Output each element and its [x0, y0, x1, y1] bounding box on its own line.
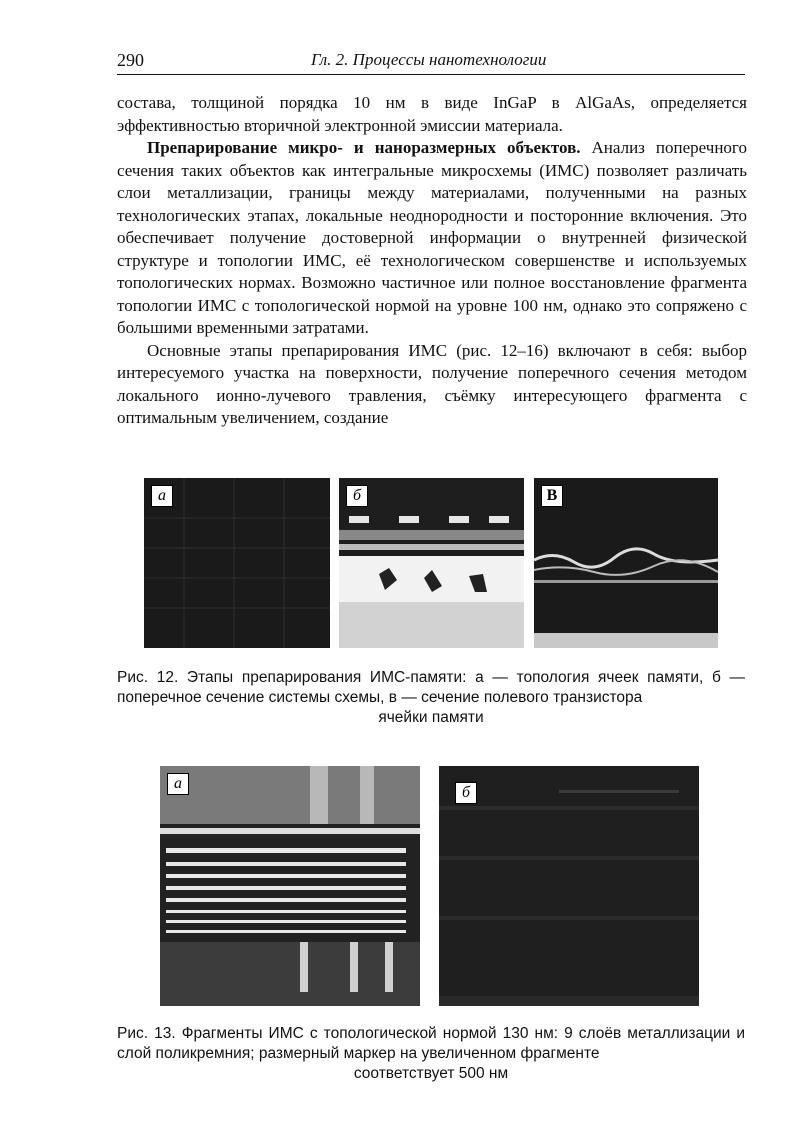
figure12-caption-text: Рис. 12. Этапы препарирования ИМС-памяти: а — топология ячеек памяти, б — поперечное сечение системы схемы, в — сечение полевого транзистора: [117, 669, 745, 706]
figure12-caption: [117, 668, 745, 728]
figure12-caption-last: ячейки памяти: [378, 709, 484, 726]
paragraph-preparation: [117, 137, 747, 340]
figure13-panel-a: [160, 766, 420, 1006]
section-heading: Препарирование микро- и наноразмерных объектов.: [147, 138, 581, 157]
figure13-panel-b-label: б: [455, 782, 477, 804]
figure12-panel-c-label: В: [541, 485, 563, 507]
page-number: 290: [117, 50, 144, 70]
running-header: [117, 48, 745, 75]
figure12-panel-a: [144, 478, 330, 648]
body-text: [117, 92, 747, 430]
figure13-caption-last: соответствует 500 нм: [353, 1065, 509, 1082]
figure13-panel-a-label: а: [167, 773, 189, 795]
figure13-caption-text: Рис. 13. Фрагменты ИМС с топологической нормой 130 нм: 9 слоёв металлизации и слой поликремния; размерный маркер на увеличенном фрагменте: [117, 1025, 745, 1062]
paragraph-stages: Основные этапы препарирования ИМС (рис. 12–16) включают в себя: выбор интересуемого участка на поверхности, получение поперечного сечения методом локального ионно-лучевого травления, съёмку интересующего фрагмента с оптимальным увеличением, создание: [117, 340, 747, 427]
paragraph-continued: состава, толщиной порядка 10 нм в виде InGaP в AlGaAs, определяется эффективностью вторичной электронной эмиссии материала.: [117, 93, 747, 135]
running-title: Гл. 2. Процессы нанотехнологии: [311, 50, 547, 69]
figure12-panel-c: [534, 478, 718, 648]
figure13-panel-b: [439, 766, 699, 1006]
figure12-panel-a-label: а: [151, 485, 173, 507]
figure13-caption: [117, 1024, 745, 1084]
paragraph-preparation-text: Анализ поперечного сечения таких объектов как интегральные микросхемы (ИМС) позволяет различать слои металлизации, границы между материалами, полученными на разных технологических этапах, локальные неоднородности и посторонние включения. Это обеспечивает получение достоверной информации о внутренней физической структуре и топологии ИМС, её технологическом совершенстве и используемых топологических нормах. Возможно частичное или полное восстановление фрагмента топологии ИМС с топологической нормой на уровне 100 нм, однако это сопряжено с большими временными затратами.: [117, 138, 747, 337]
figure12-panel-b: [339, 478, 524, 648]
figure12-panel-b-label: б: [346, 485, 368, 507]
